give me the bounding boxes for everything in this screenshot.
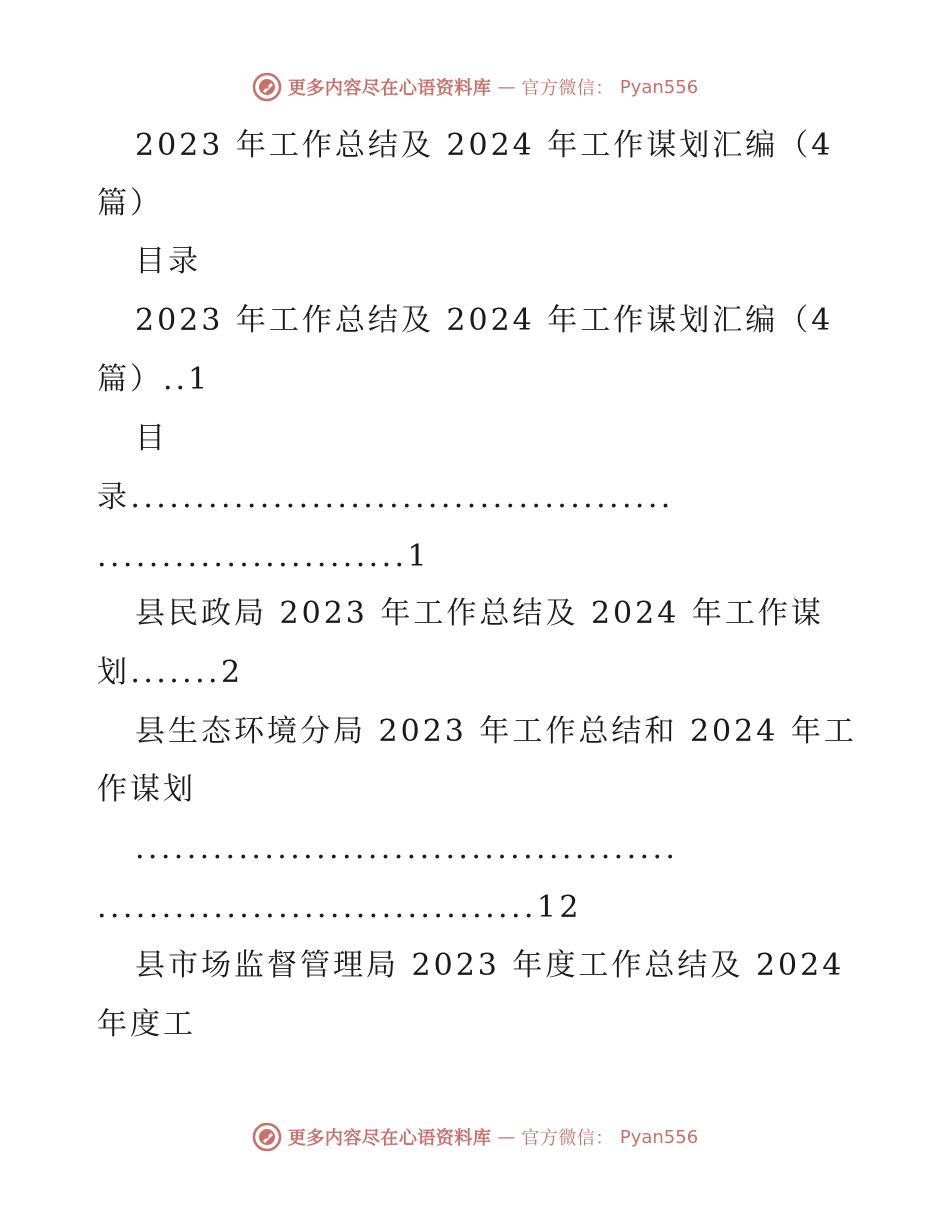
toc-entry-title-line-2: 篇）..1 <box>97 362 211 397</box>
doc-title-line-2: 篇） <box>97 186 163 221</box>
toc-entry-mulu-line-1: 目 <box>135 421 168 456</box>
banner-wechat-id: Pyan556 <box>619 76 699 98</box>
banner-separator: — <box>497 1126 516 1148</box>
toc-entry-market-supervision-line-2: 年度工 <box>97 1007 196 1042</box>
header-watermark-banner <box>0 72 950 102</box>
banner-wechat-label: 官方微信： <box>521 1128 614 1149</box>
toc-entry-market-supervision-line-1: 县市场监督管理局 2023 年度工作总结及 2024 <box>135 948 845 983</box>
doc-title-line-1: 2023 年工作总结及 2024 年工作谋划汇编（4 <box>135 128 834 163</box>
pen-nib-logo-icon <box>252 72 282 102</box>
pen-nib-logo-icon <box>252 1122 282 1152</box>
toc-entry-civil-affairs-line-1: 县民政局 2023 年工作总结及 2024 年工作谋 <box>135 596 824 631</box>
toc-entry-ecology-line-3: .......................................... <box>135 831 679 866</box>
banner-main-text: 更多内容尽在心语资料库 <box>287 1128 492 1149</box>
toc-entry-ecology-line-2: 作谋划 <box>97 772 196 807</box>
toc-entry-ecology-line-1: 县生态环境分局 2023 年工作总结和 2024 年工 <box>135 714 857 749</box>
banner-wechat-id: Pyan556 <box>619 1126 699 1148</box>
toc-entry-mulu-line-2: 录.......................................... <box>97 480 674 515</box>
banner-main-text: 更多内容尽在心语资料库 <box>287 78 492 99</box>
toc-heading: 目录 <box>135 244 201 279</box>
toc-entry-civil-affairs-line-2: 划.......2 <box>97 655 244 690</box>
toc-entry-mulu-line-3: ........................1 <box>97 539 430 574</box>
footer-watermark-banner <box>0 1122 950 1152</box>
toc-entry-ecology-line-4: ..................................12 <box>97 890 582 925</box>
banner-separator: — <box>497 76 516 98</box>
toc-entry-title-line-1: 2023 年工作总结及 2024 年工作谋划汇编（4 <box>135 303 834 338</box>
banner-wechat-label: 官方微信： <box>521 78 614 99</box>
